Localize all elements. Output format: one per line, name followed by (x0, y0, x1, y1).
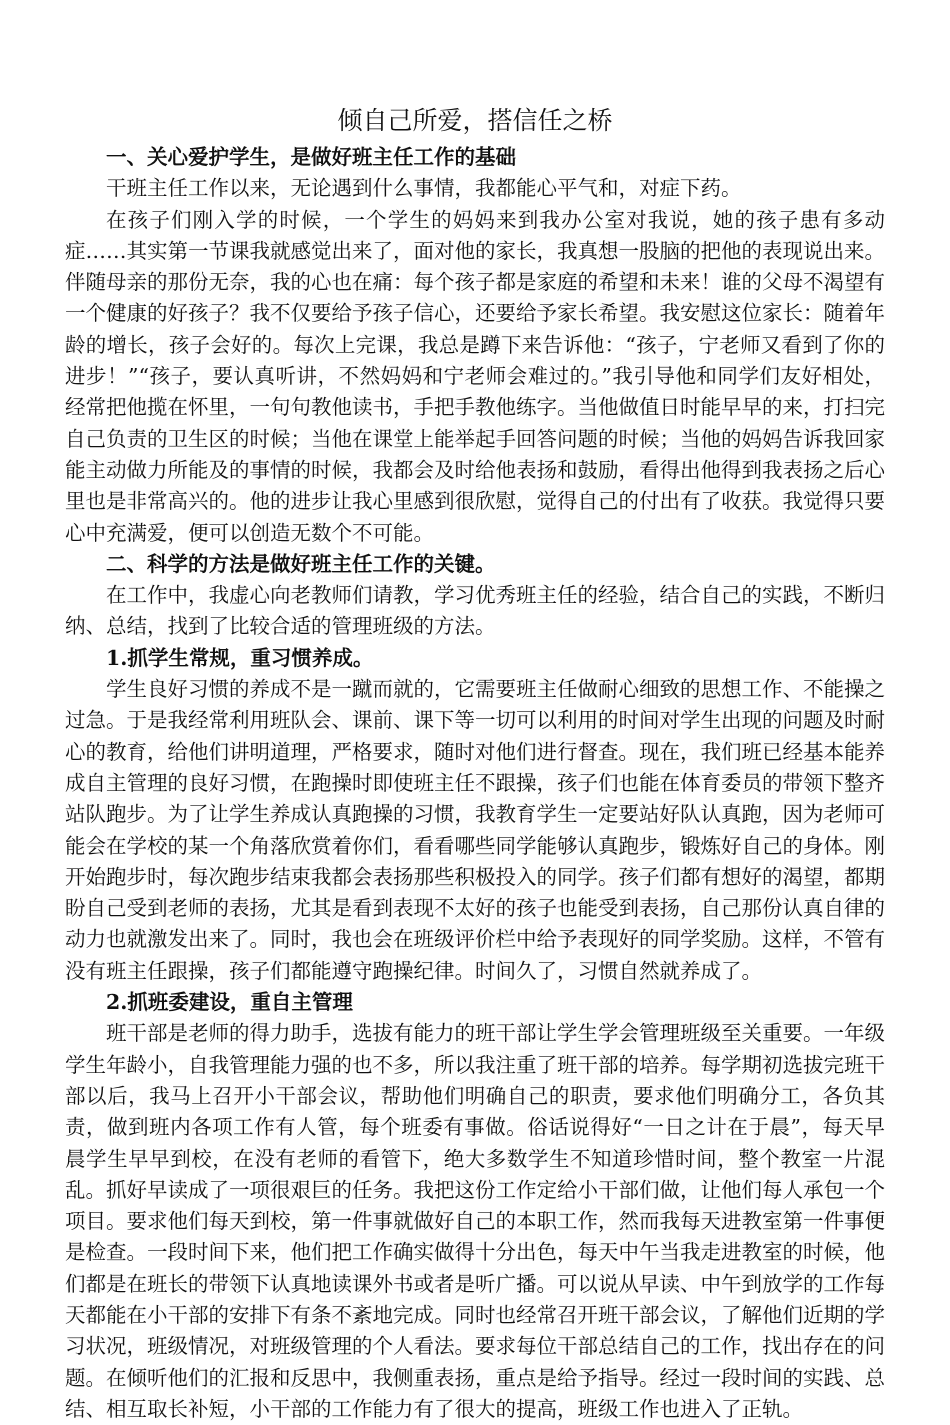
section-heading-1: 一、关心爱护学生，是做好班主任工作的基础 (106, 145, 516, 169)
document-title: 倾自己所爱，搭信任之桥 (337, 106, 613, 135)
section-heading-2: 二、科学的方法是做好班主任工作的关键。 (106, 551, 496, 576)
paragraph-2: 在孩子们刚入学的时候，一个学生的妈妈来到我办公室对我说，她的孩子患有多动症……其实第一节课我就感觉出来了，面对他的家长，我真想一股脑的把他的表现说出来。伴随母亲的那份无奈，我的心也在痛：每个孩子都是家庭的希望和未来！谁的父母不渴望有一个健康的好孩子？我不仅要给予孩子信心，还要给予家长希望。我安慰这位家长：随着年龄的增长，孩子会好的。每次上完课，我总是蹲下来告诉他：“孩子，宁老师又看到了你的进步！”“孩子，要认真听讲，不然妈妈和宁老师会难过的。”我引导他和同学们友好相处，经常把他揽在怀里，一句句教他读书，手把手教他练字。当他做值日时能早早的来，打扫完自己负责的卫生区的时候；当他在课堂上能举起手回答问题的时候；当他的妈妈告诉我回家能主动做力所能及的事情的时候，我都会及时给他表扬和鼓励，看得出他得到我表扬之后心里也是非常高兴的。他的进步让我心里感到很欣慰，觉得自己的付出有了收获。我觉得只要心中充满爱，便可以创造无数个不可能。 (65, 207, 885, 545)
paragraph-4: 学生良好习惯的养成不是一蹴而就的，它需要班主任做耐心细致的思想工作、不能操之过急。于是我经常利用班队会、课前、课下等一切可以利用的时间对学生出现的问题及时耐心的教育，给他们讲明道理，严格要求，随时对他们进行督查。现在，我们班已经基本能养成自主管理的良好习惯，在跑操时即使班主任不跟操，孩子们也能在体育委员的带领下整齐站队跑步。为了让学生养成认真跑操的习惯，我教育学生一定要站好队认真跑，因为老师可能会在学校的某一个角落欣赏着你们，看看哪些同学能够认真跑步，锻炼好自己的身体。刚开始跑步时，每次跑步结束我都会表扬那些积极投入的同学。孩子们都有想好的渴望，都期盼自己受到老师的表扬，尤其是看到表现不太好的孩子也能受到表扬，自己那份认真自律的动力也就激发出来了。同时，我也会在班级评价栏中给予表现好的同学奖励。这样，不管有没有班主任跟操，孩子们都能遵守跑操纪律。时间久了，习惯自然就养成了。 (65, 677, 885, 983)
paragraph-5: 班干部是老师的得力助手，选拔有能力的班干部让学生学会管理班级至关重要。一年级学生年龄小，自我管理能力强的也不多，所以我注重了班干部的培养。每学期初选拔完班干部以后，我马上召开小干部会议，帮助他们明确自己的职责，要求他们明确分工，各负其责，做到班内各项工作有人管，每个班委有事做。俗话说得好“一日之计在于晨”，每天早晨学生早早到校，在没有老师的看管下，绝大多数学生不知道珍惜时间，整个教室一片混乱。抓好早读成了一项很艰巨的任务。我把这份工作定给小干部们做，让他们每人承包一个项目。要求他们每天到校，第一件事就做好自己的本职工作，然而我每天进教室第一件事便是检查。一段时间下来，他们把工作确实做得十分出色，每天中午当我走进教室的时候，他们都是在班长的带领下认真地读课外书或者是听广播。可以说从早读、中午到放学的工作每天都能在小干部的安排下有条不紊地完成。同时也经常召开班干部会议，了解他们近期的学习状况，班级情况，对班级管理的个人看法。要求每位干部总结自己的工作，找出存在的问题。在倾听他们的汇报和反思中，我侧重表扬，重点是给予指导。经过一段时间的实践、总结、相互取长补短，小干部的工作能力有了很大的提高，班级工作也进入了正轨。 (65, 1021, 885, 1421)
paragraph-3: 在工作中，我虚心向老教师们请教，学习优秀班主任的经验，结合自己的实践，不断归纳、总结，找到了比较合适的管理班级的方法。 (65, 583, 885, 639)
subsection-heading-1: 1.抓学生常规，重习惯养成。 (106, 645, 374, 670)
subsection-heading-2: 2.抓班委建设，重自主管理 (106, 990, 353, 1015)
paragraph-1: 干班主任工作以来，无论遇到什么事情，我都能心平气和，对症下药。 (106, 176, 742, 201)
document-page (65, 100, 885, 1425)
